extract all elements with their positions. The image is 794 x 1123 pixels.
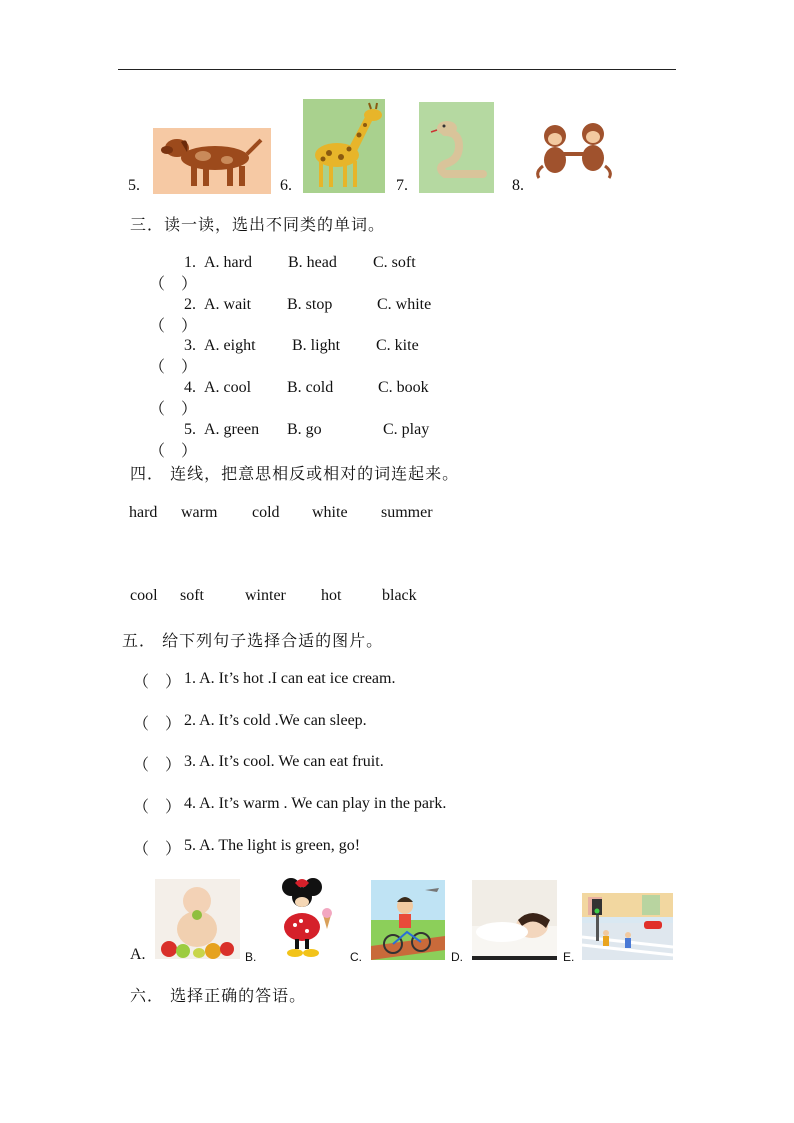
option-b: B. cold [287, 379, 334, 396]
answer-blank[interactable]: （ ） [149, 401, 198, 418]
match-word[interactable]: hot [321, 587, 342, 604]
answer-blank[interactable]: （ ） [149, 443, 198, 460]
option-c: C. soft [373, 254, 416, 271]
sentence-2: 2. A. It’s cold .We can sleep. [184, 712, 367, 729]
boy-cycling-picture [371, 880, 445, 960]
match-word[interactable]: cold [252, 504, 280, 521]
answer-blank[interactable]: （ ） [133, 757, 182, 774]
answer-blank[interactable]: （ ） [133, 674, 182, 691]
sentence-4: 4. A. It’s warm . We can play in the park. [184, 795, 447, 812]
match-word[interactable]: cool [130, 587, 158, 604]
girl-sleeping-picture [472, 880, 557, 960]
traffic-light-street-picture [582, 893, 673, 960]
option-b: B. go [287, 421, 322, 438]
option-a: A. cool [204, 379, 252, 396]
section5-title: 五． 给下列句子选择合适的图片。 [122, 631, 384, 650]
option-b: B. head [288, 254, 337, 271]
question-number: 1. [184, 254, 196, 271]
sentence-3: 3. A. It’s cool. We can eat fruit. [184, 753, 384, 770]
picture-label-c: C. [350, 950, 362, 964]
picture-label-e: E. [563, 950, 575, 964]
dog-picture [153, 128, 271, 194]
question-number: 4. [184, 379, 196, 396]
sentence-1: 1. A. It’s hot .I can eat ice cream. [184, 670, 396, 687]
match-word[interactable]: winter [245, 587, 286, 604]
option-b: B. light [292, 337, 341, 354]
answer-blank[interactable]: （ ） [149, 276, 198, 293]
option-a: A. wait [204, 296, 252, 313]
option-c: C. book [378, 379, 429, 396]
monkeys-picture [533, 110, 619, 182]
option-a: A. hard [204, 254, 252, 271]
match-word[interactable]: soft [180, 587, 204, 604]
animal-label-8: 8. [512, 177, 524, 194]
picture-label-b: B. [245, 950, 257, 964]
option-b: B. stop [287, 296, 333, 313]
section3-title: 三．读一读，选出不同类的单词。 [130, 215, 386, 234]
animal-label-5: 5. [128, 177, 140, 194]
animal-label-7: 7. [396, 177, 408, 194]
answer-blank[interactable]: （ ） [133, 716, 182, 733]
giraffe-picture [303, 99, 385, 193]
option-c: C. white [377, 296, 432, 313]
option-c: C. play [383, 421, 430, 438]
match-word[interactable]: black [382, 587, 417, 604]
question-number: 2. [184, 296, 196, 313]
snake-picture [419, 102, 494, 193]
match-word[interactable]: white [312, 504, 348, 521]
answer-blank[interactable]: （ ） [149, 359, 198, 376]
animal-label-6: 6. [280, 177, 292, 194]
option-a: A. eight [204, 337, 256, 354]
answer-blank[interactable]: （ ） [133, 841, 182, 858]
question-number: 3. [184, 337, 196, 354]
match-word[interactable]: summer [381, 504, 433, 521]
match-word[interactable]: warm [181, 504, 218, 521]
option-a: A. green [204, 421, 260, 438]
sentence-5: 5. A. The light is green, go! [184, 837, 361, 854]
header-rule [118, 69, 676, 70]
picture-label-a: A. [130, 946, 146, 963]
section6-title: 六． 选择正确的答语。 [130, 986, 307, 1005]
mouse-with-ice-cream-picture [265, 875, 345, 960]
answer-blank[interactable]: （ ） [149, 318, 198, 335]
question-number: 5. [184, 421, 196, 438]
picture-label-d: D. [451, 950, 463, 964]
baby-with-fruit-picture [155, 879, 240, 959]
option-c: C. kite [376, 337, 419, 354]
section4-title: 四． 连线，把意思相反或相对的词连起来。 [130, 464, 460, 483]
answer-blank[interactable]: （ ） [133, 799, 182, 816]
match-word[interactable]: hard [129, 504, 158, 521]
